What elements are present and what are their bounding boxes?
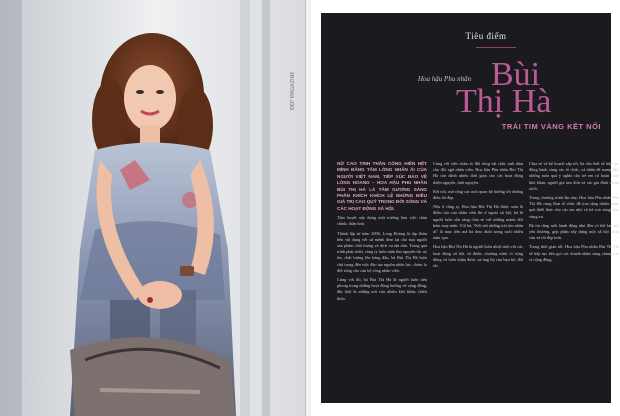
left-page-photo <box>0 0 305 416</box>
article-column-2 <box>433 161 523 413</box>
paragraph: Cùng với việc chăm lo đời sống vật chất, tinh thần cho đội ngũ nhân viên, Hoa hậu Phu nhân Bùi Thị Hà còn dành nhiều thời gian cho các hoạt động thiện nguyện, tình nguyện. <box>433 161 523 185</box>
article-column-3 <box>529 161 619 413</box>
title-prefix: Hoa hậu Phu nhân <box>418 75 472 83</box>
paragraph: Chia sẻ về kế hoạch sắp tới, bà cho biết sẽ tiếp tục đồng hành cùng các tổ chức, cá nhân để mang đến những món quà ý nghĩa cho trẻ em có hoàn cảnh khó khăn, người già neo đơn và các gia đình chính sách. <box>529 161 619 191</box>
article-column-1 <box>337 161 427 413</box>
paragraph: Thành lập từ năm 2006, Long Hoàng là tập đoàn bên vật dụng với sứ mệnh đem lại cho mọi người sản phẩm chất lượng và dịch vụ tận tâm. Trong quá trình phát triển, công ty luôn tuân thủ nguyên tắc uy tín, chất lượng lên hàng đầu, bà Bùi Thị Hà luôn chú trọng đến việc đào tạo nguồn nhân lực, chăm lo đời sống cho cán bộ công nhân viên. <box>337 230 427 273</box>
right-page-article <box>311 0 620 416</box>
paragraph: Cùng với đó, bà Bùi Thị Hà là người luôn tiên phong trong những hoạt động hướng về cộng đồng, đặc biệt là những nơi còn nhiều khó khăn, thiếu thốn. <box>337 277 427 301</box>
paragraph: Hoa hậu Bùi Thị Hà là người luôn nhiệt tình với các hoạt động xã hội, từ thiện, chương trình vì cộng đồng và luôn nhận được sự ủng hộ của bạn bè, đối tác. <box>433 244 523 269</box>
spine-label: ĐẸP MAGAZINE <box>290 71 296 110</box>
title-name-line1: Bùi <box>491 56 541 93</box>
section-tag: Tiêu điểm <box>465 31 507 41</box>
section-divider <box>476 47 516 48</box>
paragraph: Nếu ở công ty, Hoa hậu Bùi Thị Hà được xem là điểm tựa của nhân viên thì ở ngoài xã hội, bà là người luôn sẵn sàng chia sẻ với những mảnh đời kém may mắn. Với bà, “Kết nối những trái tim nhân ái” là mục tiêu mà bà theo đuổi trong suốt nhiều năm qua. <box>433 204 523 241</box>
paragraph: Trong chương trình lần này, Hoa hậu Phu nhân Bùi Thị Hà cùng Ban tổ chức đã trao tặng nhiều phần quà thiết thực cho các em nhỏ và bà con vùng sâu, vùng xa. <box>529 195 619 219</box>
article-panel <box>321 13 619 403</box>
paragraph: Trong thời gian tới, Hoa hậu Phu nhân Bùi Thị Hà sẽ tiếp tục kêu gọi các doanh nhân cùng chung tay vì cộng đồng. <box>529 244 619 262</box>
portrait-photo <box>0 0 305 416</box>
paragraph: Tâm huyết xây dựng một trường làm việc chân chính, thân tình. <box>337 215 427 227</box>
title-name-line2: Thị Hà <box>456 83 552 120</box>
article-headline: TRÁI TIM VÀNG KẾT NỐI <box>501 122 601 131</box>
lead-paragraph: NỮ CAO TINH THẦN CỐNG HIẾN HẾT MÌNH BẰNG TẤM LÒNG NHÂN ÁI CỦA NGƯỜI VIỆT NAM, TIẾP XÚC BẢO VỆ LÒNG HOANG – HOA HẬU PHU NHÂN BÙI THỊ HÀ LÀ TẤM GƯƠNG SÁNG PHẤN KHÍCH KHÍCH LỆ NHỮNG ĐIỀU GIÁ TRỊ CAO QUÝ TRONG ĐỜI SỐNG VÀ CÁC HOẠT ĐỘNG XÃ HỘI. <box>337 161 427 211</box>
paragraph: Bà tin rằng mỗi hành động nhỏ đều có thể lan tỏa yêu thương, góp phần xây dựng một xã hội nhân văn và tốt đẹp hơn. <box>529 222 619 241</box>
paragraph: Kết nối, mở rộng các mối quan hệ hướng tới những điều tốt đẹp. <box>433 188 523 201</box>
